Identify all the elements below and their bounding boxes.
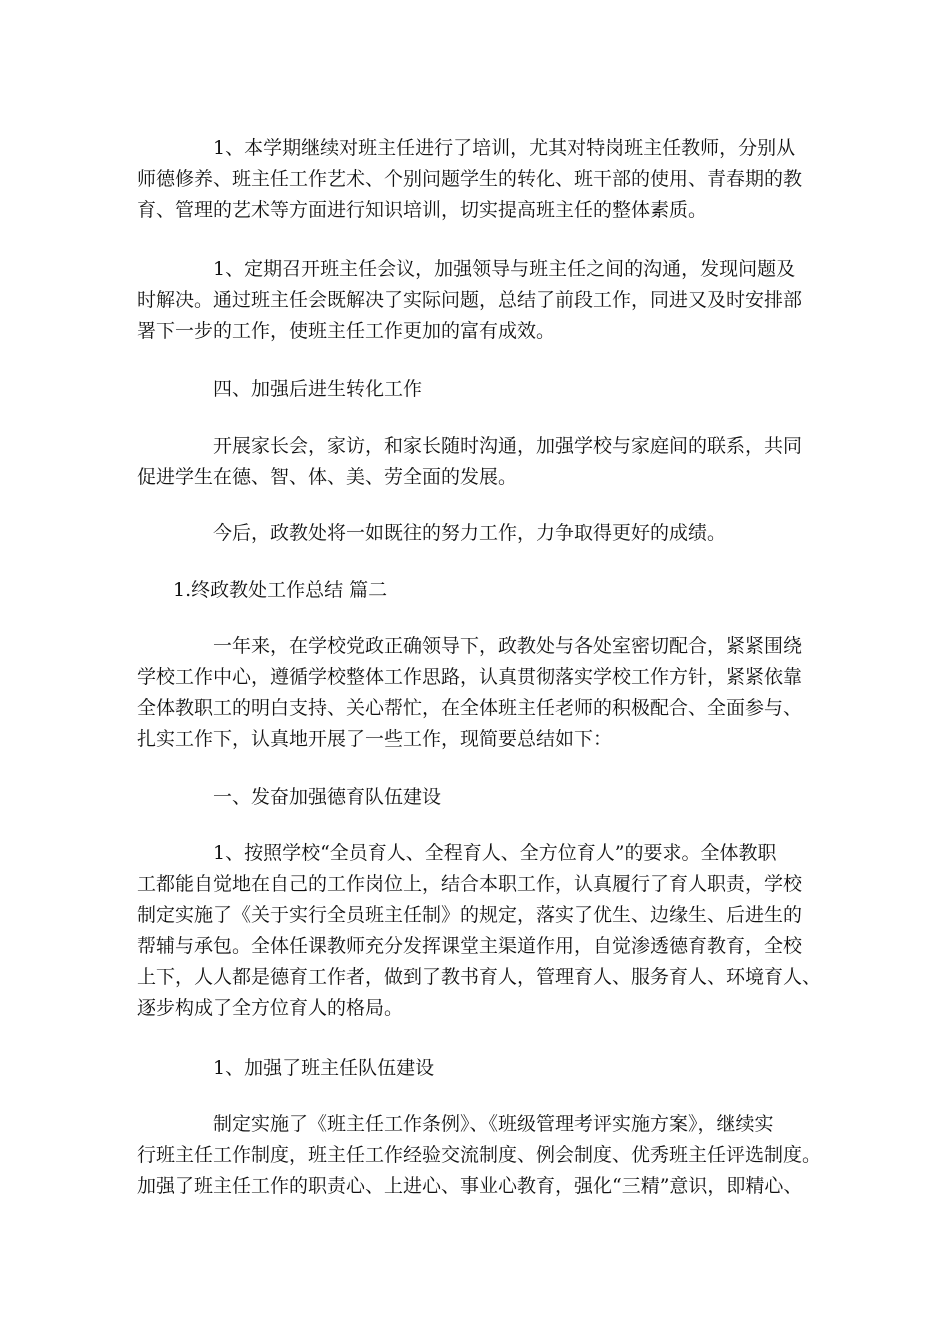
text-line: 一、发奋加强德育队伍建设 [213, 786, 442, 808]
text-line: 时解决。通过班主任会既解决了实际问题，总结了前段工作，同进又及时安排部 [137, 289, 803, 311]
paragraph-year-summary [137, 631, 827, 755]
text-line: 帮辅与承包。全体任课教师充分发挥课堂主渠道作用，自觉渗透德育教育，全校 [137, 935, 803, 957]
text-line: 开展家长会，家访，和家长随时沟通，加强学校与家庭间的联系，共同 [213, 435, 803, 457]
text-line: 育、管理的艺术等方面进行知识培训，切实提高班主任的整体素质。 [137, 199, 708, 221]
text-line: 1、定期召开班主任会议，加强领导与班主任之间的沟通，发现问题及 [213, 258, 796, 280]
paragraph-meetings [137, 254, 827, 347]
text-line: 学校工作中心，遵循学校整体工作思路，认真贯彻落实学校工作方针，紧紧依靠 [137, 666, 803, 688]
text-line: 上下，人人都是德育工作者，做到了教书育人，管理育人、服务育人、环境育人、 [137, 966, 822, 988]
article-title-part2 [137, 575, 827, 606]
text-line: 一年来，在学校党政正确领导下，政教处与各处室密切配合，紧紧围绕 [213, 635, 803, 657]
text-line: 加强了班主任工作的职责心、上进心、事业心教育，强化“三精”意识，即精心、 [137, 1175, 803, 1197]
text-line: 1、本学期继续对班主任进行了培训，尤其对特岗班主任教师，分别从 [213, 137, 796, 159]
text-line: 署下一步的工作，使班主任工作更加的富有成效。 [137, 320, 556, 342]
paragraph-regulations [137, 1109, 827, 1202]
text-line: 四、加强后进生转化工作 [213, 378, 423, 400]
text-line: 工都能自觉地在自己的工作岗位上，结合本职工作，认真履行了育人职责，学校 [137, 873, 803, 895]
text-line: 制定实施了《班主任工作条例》、《班级管理考评实施方案》，继续实 [213, 1113, 774, 1135]
text-line: 师德修养、班主任工作艺术、个别问题学生的转化、班干部的使用、青春期的教 [137, 168, 803, 190]
text-line: 逐步构成了全方位育人的格局。 [137, 997, 404, 1019]
subheading-class-teacher [137, 1053, 827, 1084]
text-line: 促进学生在德、智、体、美、劳全面的发展。 [137, 466, 518, 488]
text-line: 1.终政教处工作总结 篇二 [173, 579, 388, 601]
paragraph-parents [137, 431, 827, 493]
text-line: 全体教职工的明白支持、关心帮忙，在全体班主任老师的积极配合、全面参与、 [137, 697, 803, 719]
text-line: 制定实施了《关于实行全员班主任制》的规定，落实了优生、边缘生、后进生的 [137, 904, 803, 926]
section-heading-1 [137, 782, 827, 813]
text-line: 扎实工作下，认真地开展了一些工作，现简要总结如下： [137, 728, 613, 750]
text-line: 1、加强了班主任队伍建设 [213, 1057, 435, 1079]
text-line: 1、按照学校“全员育人、全程育人、全方位育人”的要求。全体教职 [213, 842, 777, 864]
paragraph-training [137, 133, 827, 226]
text-line: 今后，政教处将一如既往的努力工作，力争取得更好的成绩。 [213, 522, 727, 544]
paragraph-future [137, 518, 827, 549]
text-line: 行班主任工作制度，班主任工作经验交流制度、例会制度、优秀班主任评选制度。 [137, 1144, 822, 1166]
paragraph-all-staff [137, 838, 827, 1024]
section-heading-4 [137, 374, 827, 405]
